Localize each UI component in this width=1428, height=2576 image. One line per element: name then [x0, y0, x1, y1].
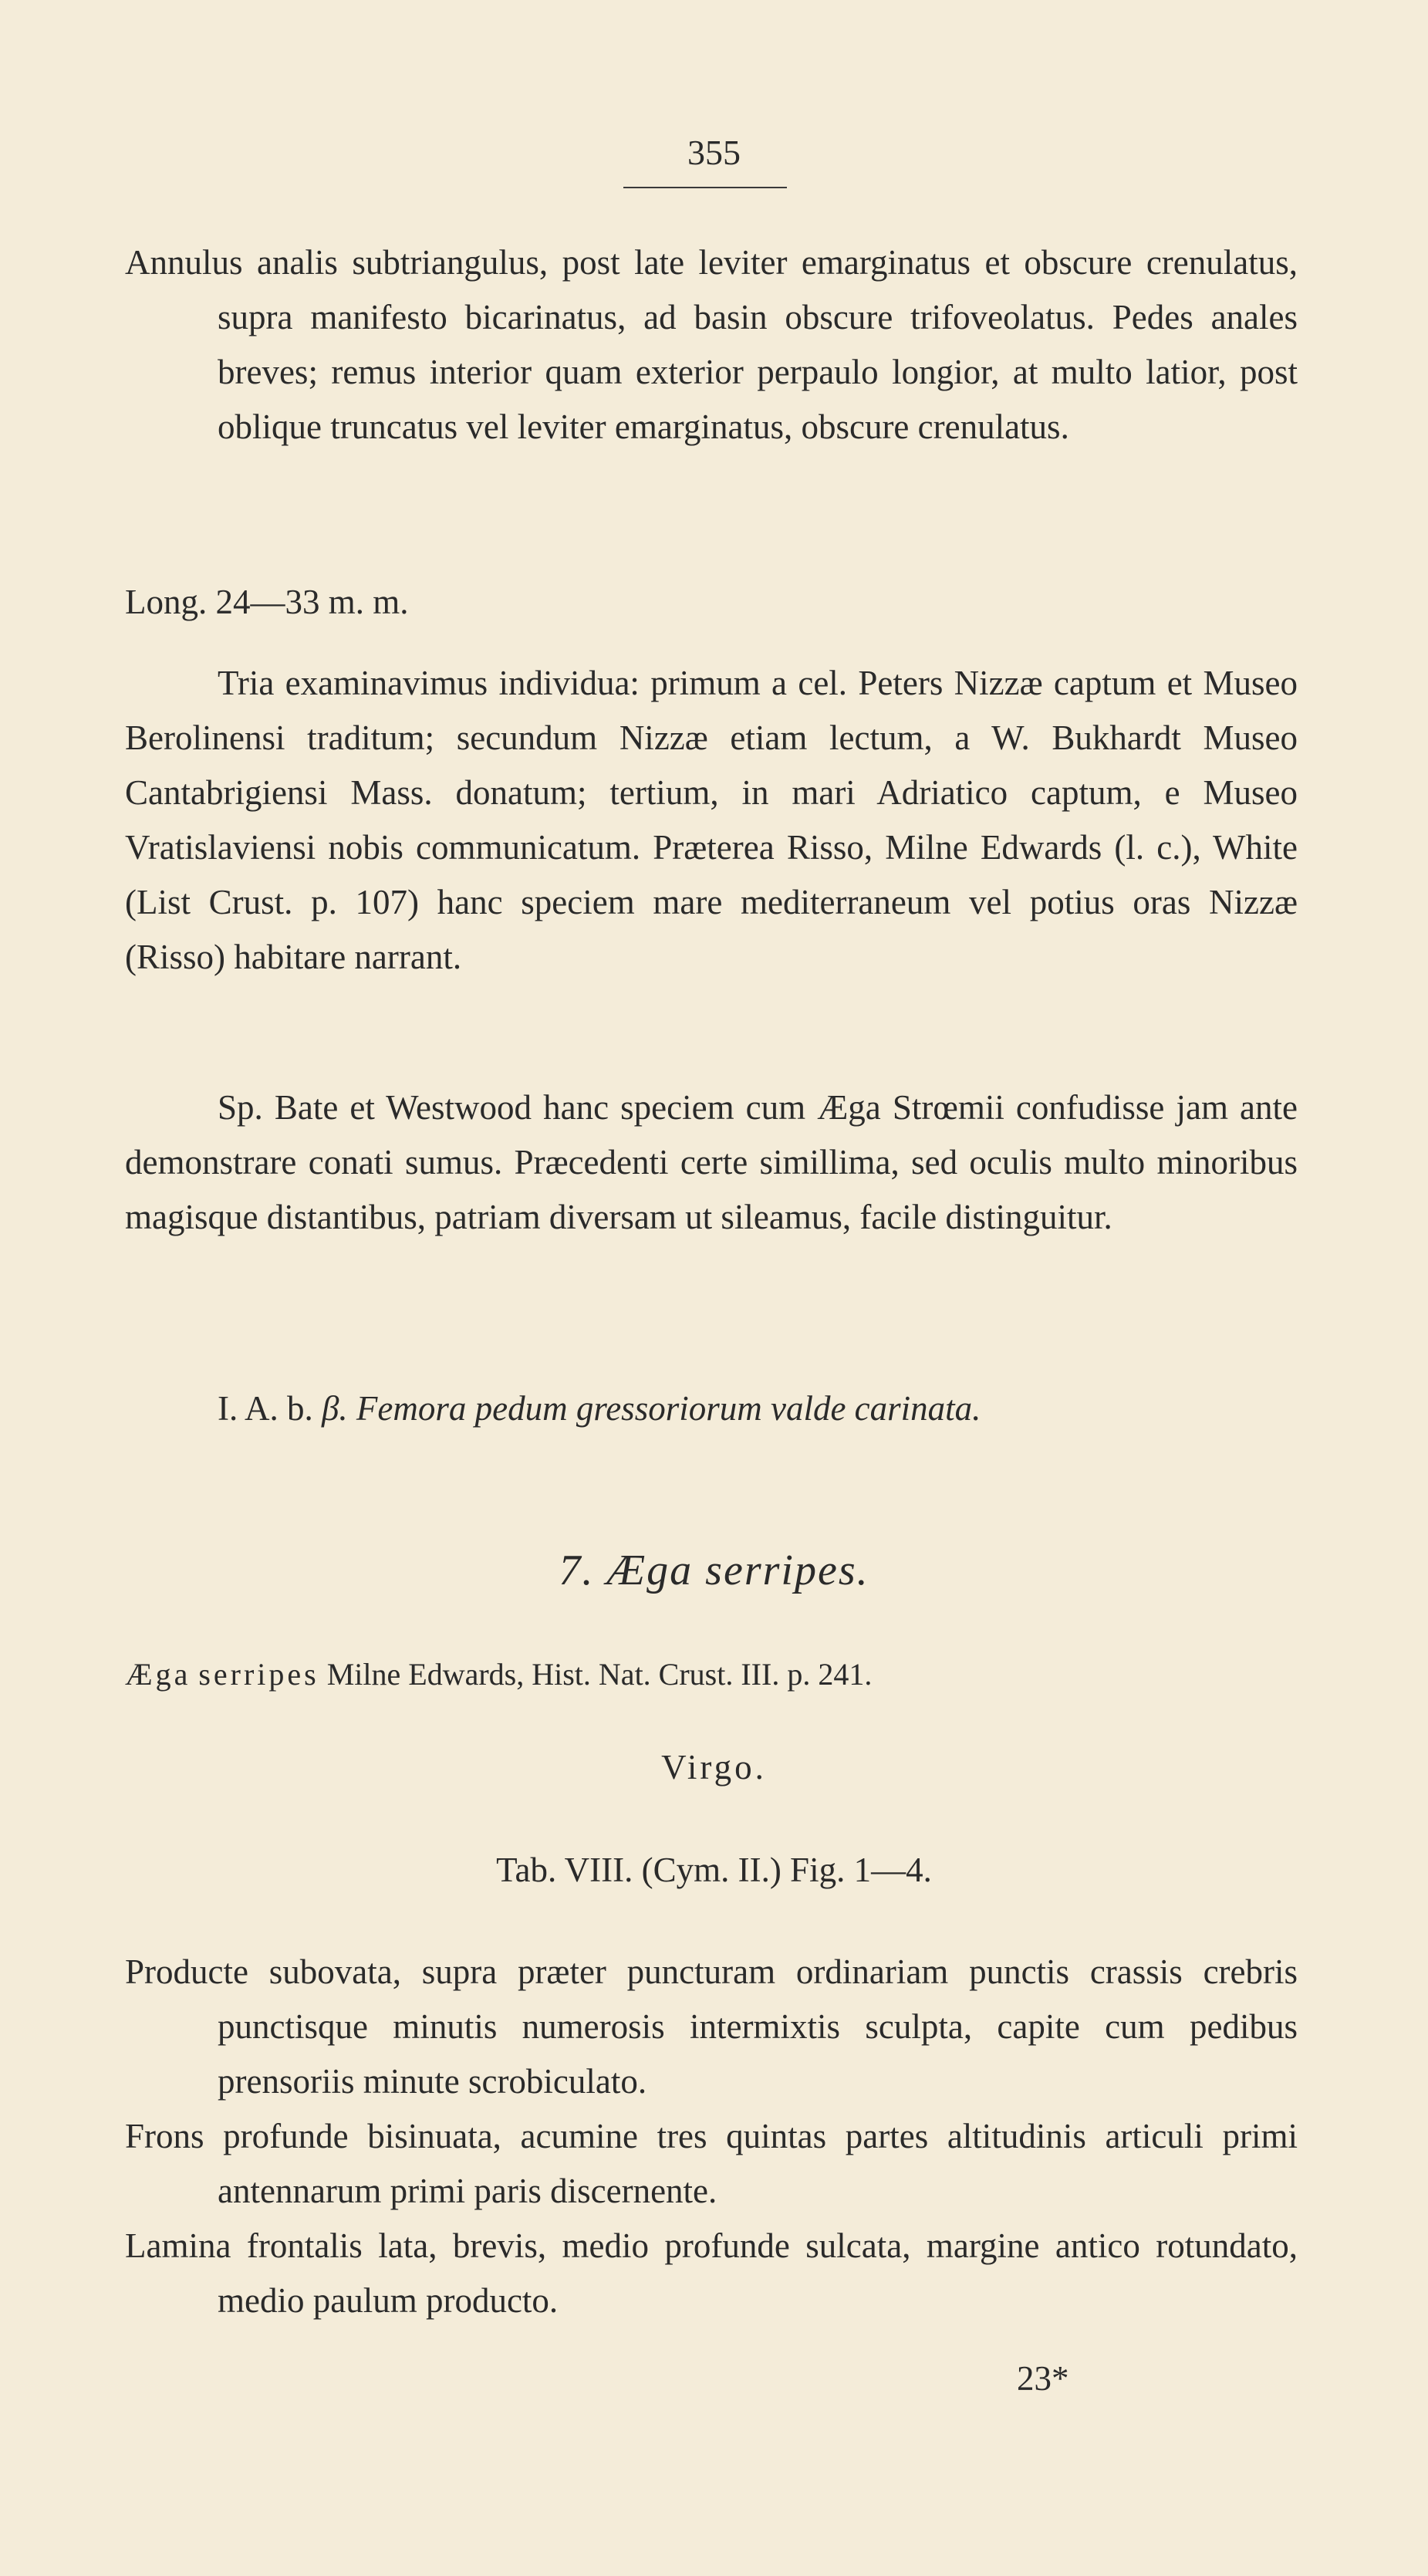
- plate-reference-text: Tab. VIII. (Cym. II.) Fig. 1—4.: [496, 1851, 932, 1889]
- length-text: Long. 24—33 m. m.: [125, 583, 409, 621]
- description-paragraph-3: Lamina frontalis lata, brevis, medio profunde sulcata, margine antico rotundato, medio paulum producto.: [125, 2226, 1298, 2320]
- section-label: I. A. b.: [218, 1389, 313, 1428]
- reference-genus: Æga: [125, 1657, 191, 1692]
- paragraph-annulus: [125, 235, 1298, 455]
- paragraph-specimens-text: Tria examinavimus individua: primum a cel. Peters Nizzæ captum et Museo Berolinensi traditum; secundum Nizzæ etiam lectum, a W. Bukhardt Museo Cantabrigiensi Mass. donatum; tertium, in mari Adriatico captum, e Museo Vratislaviensi nobis communicatum. Præterea Risso, Milne Edwards (l. c.), White (List Crust. p. 107) hanc speciem mare mediterraneum vel potius oras Nizzæ (Risso) habitare narrant.: [125, 664, 1298, 976]
- paragraph-specimens: [125, 656, 1298, 985]
- description-paragraph-1: Producte subovata, supra præter puncturam ordinariam punctis crassis crebris punctisque minutis numerosis intermixtis sculpta, capite cum pedibus prensoriis minute scrobiculato.: [125, 1952, 1298, 2101]
- signature-mark: 23*: [1017, 2359, 1069, 2398]
- section-heading: [125, 1381, 1298, 1436]
- section-title: Femora pedum gressoriorum valde carinata.: [356, 1389, 981, 1428]
- sex-label: [0, 1744, 1428, 1790]
- paragraph-comparison: [125, 1080, 1298, 1245]
- description-paragraph-2: Frons profunde bisinuata, acumine tres quintas partes altitudinis articuli primi antennarum primi paris discernente.: [125, 2117, 1298, 2210]
- paragraph-comparison-text: Sp. Bate et Westwood hanc speciem cum Æga Strœmii confudisse jam ante demonstrare conati sumus. Præcedenti certe simillima, sed oculis multo minoribus magisque distantibus, patriam diversam ut sileamus, facile distinguitur.: [125, 1088, 1298, 1236]
- page-number-rule: [623, 187, 787, 188]
- reference-citation: Milne Edwards, Hist. Nat. Crust. III. p. 241.: [326, 1657, 873, 1692]
- species-heading: [0, 1547, 1428, 1596]
- length-line: [125, 575, 1298, 630]
- species-description: [125, 1945, 1298, 2328]
- species-reference: [125, 1651, 1298, 1698]
- plate-reference: [0, 1847, 1428, 1893]
- reference-species: serripes: [198, 1657, 319, 1692]
- sex-label-text: Virgo.: [661, 1748, 767, 1787]
- page-number: 355: [687, 133, 741, 172]
- species-heading-text: 7. Æga serripes.: [559, 1547, 869, 1594]
- section-greek: β.: [322, 1389, 348, 1428]
- paragraph-annulus-text: Annulus analis subtriangulus, post late leviter emarginatus et obscure crenulatus, supra manifesto bicarinatus, ad basin obscure trifoveolatus. Pedes anales breves; remus interior quam exterior perpaulo longior, at multo latior, post oblique truncatus vel leviter emarginatus, obscure crenulatus.: [125, 243, 1298, 446]
